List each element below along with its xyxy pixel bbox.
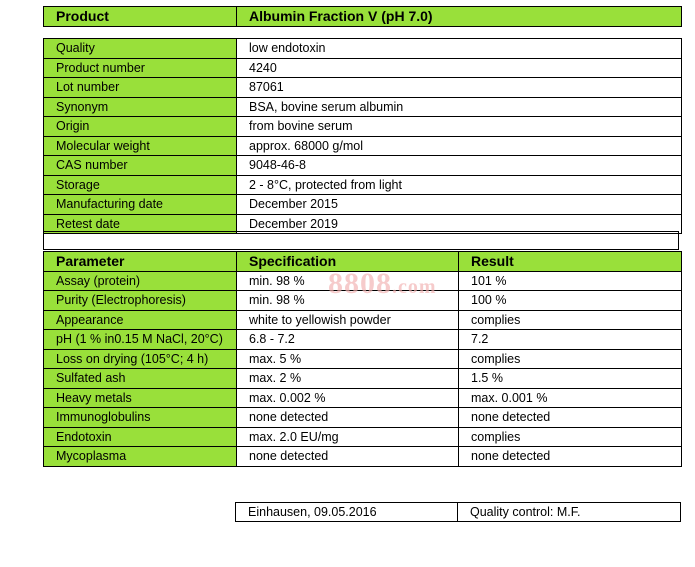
- info-row: [44, 175, 682, 195]
- result-value: 7.2: [459, 330, 682, 350]
- specification-value: min. 98 %: [237, 271, 459, 291]
- parameter-row: [44, 408, 682, 428]
- info-label: CAS number: [44, 156, 237, 176]
- product-info-table: [43, 38, 682, 234]
- watermark: 8808.com: [328, 267, 437, 300]
- parameter-name: Mycoplasma: [44, 447, 237, 467]
- info-value: 9048-46-8: [237, 156, 682, 176]
- info-value: December 2015: [237, 195, 682, 215]
- parameter-name: Purity (Electrophoresis): [44, 291, 237, 311]
- result-value: none detected: [459, 447, 682, 467]
- info-row: [44, 78, 682, 98]
- parameter-name: Appearance: [44, 310, 237, 330]
- product-label: Product: [44, 7, 237, 27]
- parameter-name: Assay (protein): [44, 271, 237, 291]
- info-label: Lot number: [44, 78, 237, 98]
- result-column-header: Result: [459, 252, 682, 272]
- result-value: 100 %: [459, 291, 682, 311]
- info-value: 4240: [237, 58, 682, 78]
- info-value: 87061: [237, 78, 682, 98]
- specification-value: 6.8 - 7.2: [237, 330, 459, 350]
- info-label: Manufacturing date: [44, 195, 237, 215]
- product-header-table: [43, 6, 682, 27]
- specification-value: none detected: [237, 408, 459, 428]
- result-value: 1.5 %: [459, 369, 682, 389]
- product-name: Albumin Fraction V (pH 7.0): [237, 7, 682, 27]
- info-value: 2 - 8°C, protected from light: [237, 175, 682, 195]
- quality-control: Quality control: M.F.: [458, 503, 681, 522]
- info-value: from bovine serum: [237, 117, 682, 137]
- parameter-name: Immunoglobulins: [44, 408, 237, 428]
- info-row: [44, 39, 682, 59]
- specification-value: max. 5 %: [237, 349, 459, 369]
- info-row: [44, 136, 682, 156]
- specification-column-header: Specification: [237, 252, 459, 272]
- parameter-row: [44, 349, 682, 369]
- specification-value: max. 2.0 EU/mg: [237, 427, 459, 447]
- table-spacer-row: [43, 231, 679, 250]
- specification-value: white to yellowish powder: [237, 310, 459, 330]
- info-value: low endotoxin: [237, 39, 682, 59]
- parameter-name: pH (1 % in0.15 M NaCl, 20°C): [44, 330, 237, 350]
- info-label: Synonym: [44, 97, 237, 117]
- info-value: December 2019: [237, 214, 682, 234]
- specification-value: min. 98 %: [237, 291, 459, 311]
- info-row: [44, 97, 682, 117]
- info-row: [44, 58, 682, 78]
- parameter-column-header: Parameter: [44, 252, 237, 272]
- parameter-row: [44, 369, 682, 389]
- parameter-name: Loss on drying (105°C; 4 h): [44, 349, 237, 369]
- parameter-row: [44, 310, 682, 330]
- info-label: Product number: [44, 58, 237, 78]
- info-value: BSA, bovine serum albumin: [237, 97, 682, 117]
- parameter-row: [44, 388, 682, 408]
- info-row: [44, 156, 682, 176]
- parameter-row: [44, 447, 682, 467]
- specification-value: none detected: [237, 447, 459, 467]
- info-label: Quality: [44, 39, 237, 59]
- info-value: approx. 68000 g/mol: [237, 136, 682, 156]
- parameter-row: [44, 330, 682, 350]
- info-row: [44, 117, 682, 137]
- info-label: Retest date: [44, 214, 237, 234]
- result-value: 101 %: [459, 271, 682, 291]
- info-label: Origin: [44, 117, 237, 137]
- info-label: Storage: [44, 175, 237, 195]
- parameter-row: [44, 427, 682, 447]
- specification-value: max. 2 %: [237, 369, 459, 389]
- result-value: none detected: [459, 408, 682, 428]
- parameter-row: [44, 291, 682, 311]
- result-value: complies: [459, 310, 682, 330]
- signature-table: [235, 502, 681, 522]
- parameters-table: [43, 251, 682, 467]
- parameter-name: Sulfated ash: [44, 369, 237, 389]
- info-row: [44, 195, 682, 215]
- info-label: Molecular weight: [44, 136, 237, 156]
- parameter-row: [44, 271, 682, 291]
- parameter-name: Endotoxin: [44, 427, 237, 447]
- specification-value: max. 0.002 %: [237, 388, 459, 408]
- result-value: complies: [459, 349, 682, 369]
- result-value: max. 0.001 %: [459, 388, 682, 408]
- result-value: complies: [459, 427, 682, 447]
- parameter-name: Heavy metals: [44, 388, 237, 408]
- place-date: Einhausen, 09.05.2016: [236, 503, 458, 522]
